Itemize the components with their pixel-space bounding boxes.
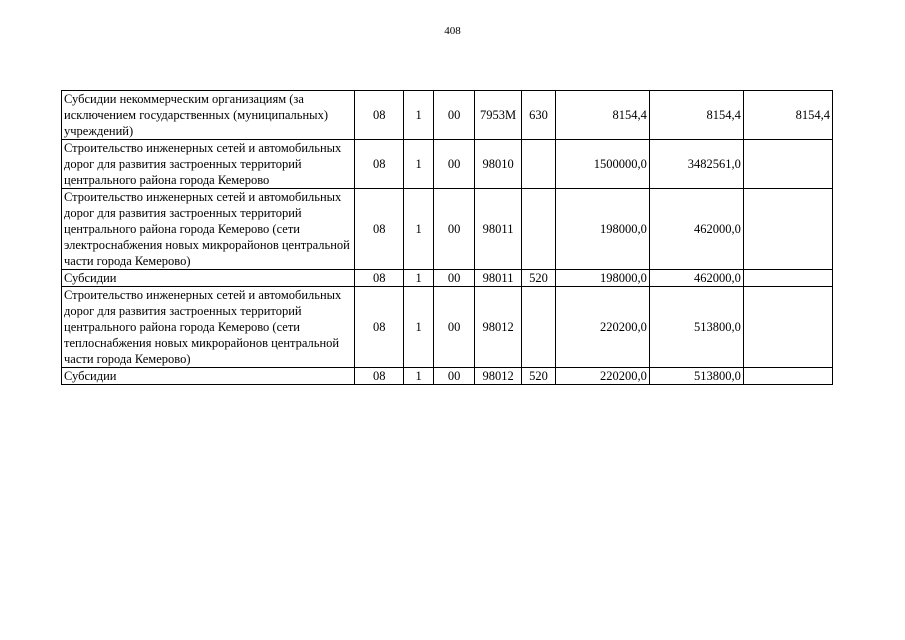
row-type xyxy=(522,140,555,189)
row-name: Субсидии xyxy=(62,270,355,287)
row-name: Строительство инженерных сетей и автомобильных дорог для развития застроенных территорий центрального района города Кемерово xyxy=(62,140,355,189)
row-sum-1: 8154,4 xyxy=(555,91,649,140)
row-item: 98011 xyxy=(474,189,522,270)
row-sum-3 xyxy=(743,189,832,270)
budget-table xyxy=(61,90,833,385)
row-sum-3 xyxy=(743,140,832,189)
row-sum-1: 198000,0 xyxy=(555,270,649,287)
row-program: 00 xyxy=(434,91,474,140)
page-number: 408 xyxy=(444,25,461,37)
row-section: 08 xyxy=(355,189,404,270)
row-section: 08 xyxy=(355,368,404,385)
row-name: Строительство инженерных сетей и автомобильных дорог для развития застроенных территорий центрального района города Кемерово (сети электроснабжения новых микрорайонов центральной части города Кемерово) xyxy=(62,189,355,270)
row-sum-2: 462000,0 xyxy=(649,270,743,287)
row-sum-3: 8154,4 xyxy=(743,91,832,140)
row-name: Субсидии xyxy=(62,368,355,385)
row-item: 98010 xyxy=(474,140,522,189)
table-row xyxy=(62,287,833,368)
row-subsection: 1 xyxy=(403,368,433,385)
row-program: 00 xyxy=(434,140,474,189)
row-sum-2: 3482561,0 xyxy=(649,140,743,189)
row-sum-1: 220200,0 xyxy=(555,368,649,385)
row-type xyxy=(522,287,555,368)
row-sum-1: 220200,0 xyxy=(555,287,649,368)
row-item: 98011 xyxy=(474,270,522,287)
row-sum-2: 513800,0 xyxy=(649,368,743,385)
row-subsection: 1 xyxy=(403,287,433,368)
row-program: 00 xyxy=(434,287,474,368)
row-subsection: 1 xyxy=(403,189,433,270)
row-type: 520 xyxy=(522,368,555,385)
row-subsection: 1 xyxy=(403,270,433,287)
row-name: Строительство инженерных сетей и автомобильных дорог для развития застроенных территорий центрального района города Кемерово (сети теплоснабжения новых микрорайонов центральной части города Кемерово) xyxy=(62,287,355,368)
row-subsection: 1 xyxy=(403,91,433,140)
row-type: 520 xyxy=(522,270,555,287)
row-item: 98012 xyxy=(474,287,522,368)
row-subsection: 1 xyxy=(403,140,433,189)
table-row xyxy=(62,270,833,287)
row-sum-1: 198000,0 xyxy=(555,189,649,270)
row-item: 98012 xyxy=(474,368,522,385)
row-name: Субсидии некоммерческим организациям (за исключением государственных (муниципальных) учреждений) xyxy=(62,91,355,140)
row-section: 08 xyxy=(355,91,404,140)
row-type: 630 xyxy=(522,91,555,140)
row-section: 08 xyxy=(355,270,404,287)
table-row xyxy=(62,189,833,270)
table-row xyxy=(62,140,833,189)
row-sum-3 xyxy=(743,270,832,287)
table-row xyxy=(62,368,833,385)
row-sum-1: 1500000,0 xyxy=(555,140,649,189)
row-sum-2: 462000,0 xyxy=(649,189,743,270)
row-sum-2: 8154,4 xyxy=(649,91,743,140)
row-item: 7953М xyxy=(474,91,522,140)
row-sum-3 xyxy=(743,368,832,385)
row-section: 08 xyxy=(355,287,404,368)
row-sum-3 xyxy=(743,287,832,368)
row-program: 00 xyxy=(434,368,474,385)
row-program: 00 xyxy=(434,270,474,287)
table-row xyxy=(62,91,833,140)
row-type xyxy=(522,189,555,270)
row-program: 00 xyxy=(434,189,474,270)
row-section: 08 xyxy=(355,140,404,189)
row-sum-2: 513800,0 xyxy=(649,287,743,368)
